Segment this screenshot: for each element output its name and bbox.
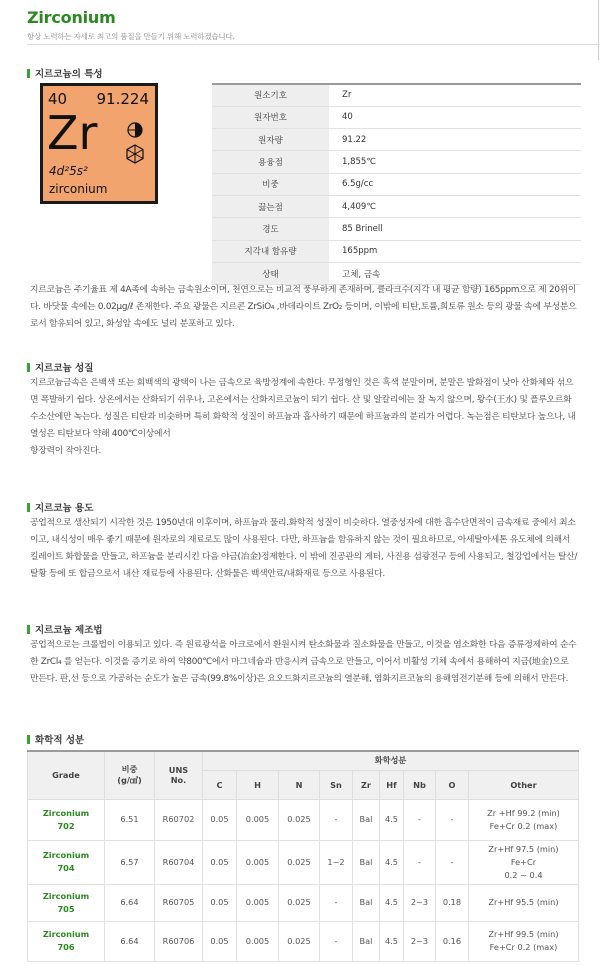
section-bullet-icon — [27, 363, 30, 372]
section-bullet-icon — [27, 625, 30, 634]
table-row: Zirconium 702 6.51 R60702 0.05 0.005 0.025 - Bal 4.5 - - Zr +Hf 99.2 (min) Fe+Cr 0.2 (max) — [28, 799, 579, 840]
table-row: 지각내 함유량 165ppm — [212, 240, 581, 262]
section-title-properties: 지르코늄의 특성 — [27, 66, 103, 80]
page-header — [27, 8, 235, 42]
section-title-composition: 화학적 성분 — [27, 732, 84, 746]
table-row: Zirconium 705 6.64 R60705 0.05 0.005 0.025 - Bal 4.5 2~3 0.18 Zr+Hf 95.5 (min) — [28, 884, 579, 921]
section-bullet-icon — [27, 735, 30, 744]
table-row: 비중 6.5g/cc — [212, 173, 581, 195]
table-row: Zirconium 704 6.57 R60704 0.05 0.005 0.025 1~2 Bal 4.5 - - Zr+Hf 97.5 (min) Fe+Cr 0.2 ~ 0.4 — [28, 840, 579, 884]
crystal-structure-icon — [126, 144, 144, 164]
section-bullet-icon — [27, 69, 30, 78]
usage-paragraph: 공업적으로 생산되기 시작한 것은 1950년대 이후이며, 하프늄과 물리.화학적 성질이 비슷하다. 열중성자에 대한 흡수단면적이 금속재료 중에서 최소이고, 내식성이 매우 좋기 때문에 원자로의 재료로도 많이 사용된다. 다만, 하프늄을 함유하지 않는 것이 필요하므로, 아세탈아세톤 유도체에 의해서 킬레이트 화합물을 만들고, 하프늄을 분리시킨 다음 야금(冶金)정제한다. 이 밖에 진공관의 게터, 사진용 섬광전구 등에 사용되고, 철강업에서는 탈산/탈황 등에 또 합금으로서 내산 재료등에 사용된다. 산화물은 백색안료/내화재료 등으로 사용된다. — [30, 518, 578, 579]
col-grade: Grade — [28, 751, 105, 799]
section-title-usage: 지르코늄 용도 — [27, 500, 93, 514]
section-title-nature: 지르코늄 성질 — [27, 360, 93, 374]
element-symbol: Zr — [47, 106, 98, 160]
table-row: 원소기호 Zr — [212, 84, 581, 106]
atomic-number: 40 — [48, 90, 68, 108]
composition-table: Grade 비중 (g/㎤) UNS No. 화학성분 C H N Sn Zr Hf Nb O Other Zirconium 702 6.51 R60702 0.05 0.005 0.025 - Bal 4.5 - - Zr +Hf 99.2 (min) Fe+Cr 0.2 (max) Zirconium 704 6.57 R60704 0.05 0.005 0.025 1~2 Bal 4.5 - - Zr+Hf 97.5 (min) Fe+Cr 0.2 ~ 0.4 Zirconium 705 6.64 R60705 0.05 0.005 0.025 - Bal 4.5 2~3 0.18 Zr+Hf 95.5 (min) Zirconium 706 6.64 R60706 0.05 0.005 0.025 - Bal 4.5 2~3 0.16 Zr+Hf 99.5 (min) Fe+Cr 0.2 (max) — [27, 750, 579, 962]
table-row: 상태 고체, 금속 — [212, 262, 581, 284]
header-divider — [27, 44, 600, 45]
electron-configuration: 4d²5s² — [49, 164, 88, 178]
table-row: 끓는점 4,409℃ — [212, 195, 581, 217]
table-row: 원자번호 40 — [212, 106, 581, 128]
col-uns: UNS No. — [155, 751, 203, 799]
element-name: zirconium — [49, 182, 108, 196]
table-row: 용융점 1,855℃ — [212, 151, 581, 173]
nature-paragraph: 지르코늄금속은 은백색 또는 회백색의 광택이 나는 금속으로 육방정계에 속한다. 무정형인 것은 흑색 분말이며, 분말은 발화점이 낮아 산화체와 섞으면 폭발하기 쉽다. 상온에서는 산화되기 쉬우나, 고온에서는 산화지르코늄이 되기 쉽다. 산 및 알칼리에는 잘 녹지 않으며, 왕수(王水) 및 플루오르화수소산에만 녹는다. 성질은 티탄과 비슷하며 특히 화학적 성질이 하프늄과 흡사하기 때문에 하프늄과의 분리가 어렵다. 녹는점은 티탄보다 높으나, 내열성은 티탄보다 약해 400℃이상에서 항장력이 작아진다. — [30, 378, 576, 456]
table-row: 경도 85 Brinell — [212, 218, 581, 240]
atomic-mass: 91.224 — [96, 90, 149, 108]
element-card — [40, 83, 158, 204]
section-title-process: 지르코늄 제조법 — [27, 622, 103, 636]
table-row: 원자량 91.22 — [212, 129, 581, 151]
scroll-divider — [598, 0, 599, 60]
page-subtitle: 항상 노력하는 자세로 최고의 품질을 만들기 위해 노력하겠습니다. — [27, 32, 235, 41]
table-row: Zirconium 706 6.64 R60706 0.05 0.005 0.025 - Bal 4.5 2~3 0.16 Zr+Hf 99.5 (min) Fe+Cr 0.2 (max) — [28, 921, 579, 961]
intro-paragraph: 지르코늄은 주기율표 제 4A족에 속하는 금속원소이며, 천연으로는 비교적 풍부하게 존재하며, 클라크수(지각 내 평균 함량) 165ppm으로 제 20위이다. 바닷물 속에는 0.02μg/ℓ 존재한다. 주요 광물은 지르콘 ZrSiO₄ ,바데라이트 ZrO₂ 등이며, 이밖에 티탄,토륨,희토류 원소 등의 광물 속에 부성분으로서 함유되어 있고, 화성암 속에도 널리 분포하고 있다. — [30, 285, 577, 329]
col-group-chemical: 화학성분 — [203, 751, 579, 770]
solid-state-icon — [127, 122, 143, 138]
col-density: 비중 (g/㎤) — [105, 751, 155, 799]
process-paragraph: 공업적으로는 크롤법이 이용되고 있다. 즉 원료광석을 아크로에서 환원시켜 탄소화물과 질소화물을 만들고, 이것을 염소화한 다음 증류정제하여 순수한 ZrCl₄ 를 얻는다. 이것을 증기로 하여 약800℃에서 마그네슘과 반응시켜 금속으로 만들고, 이어서 비활성 기체 속에서 용해하여 지금(地金)으로 만든다. 판,선 등으로 가공하는 순도가 높은 금속(99.8%이상)은 요오드화지르코늄의 열분해, 염화지르코늄의 용해염전기분해 등에 의해서 만든다. — [30, 640, 577, 684]
property-table — [212, 83, 581, 285]
page-title: Zirconium — [27, 8, 116, 27]
section-bullet-icon — [27, 503, 30, 512]
